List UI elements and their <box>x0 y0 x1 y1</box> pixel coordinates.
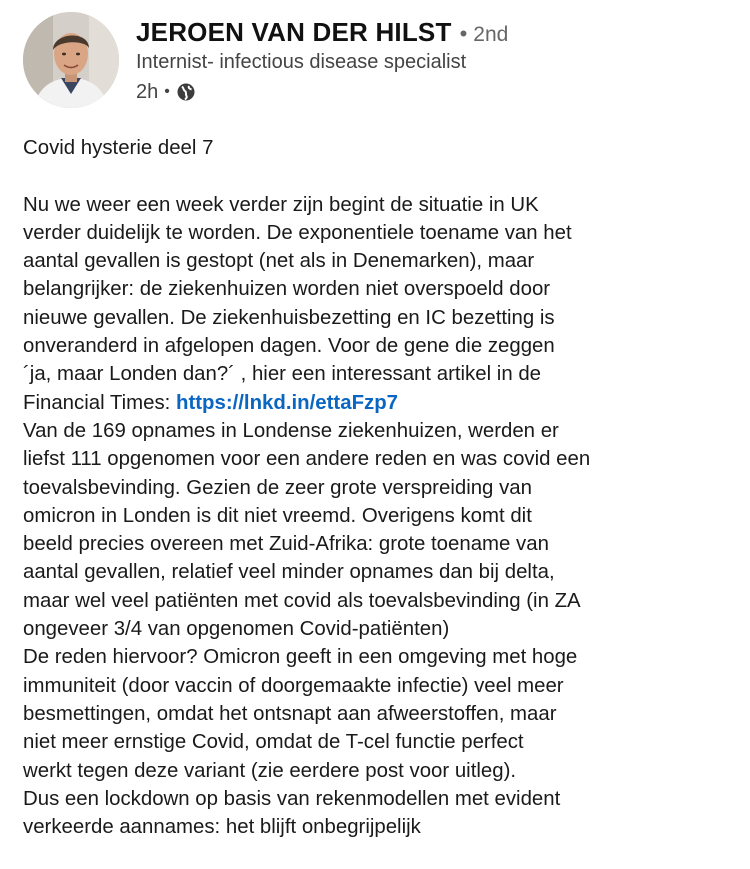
article-link[interactable]: https://lnkd.in/ettaFzp7 <box>175 391 399 414</box>
post-title: Covid hysterie deel 7 <box>23 137 214 159</box>
post-line: verkeerde aannames: het blijft onbegrijpelijk <box>23 816 421 839</box>
post-link-line <box>23 389 738 417</box>
post-line: Dus een lockdown op basis van rekenmodellen met evident <box>23 787 561 810</box>
post-line: ´ja, maar Londen dan?´ , hier een interessant artikel in de <box>23 363 541 386</box>
post-line: belangrijker: de ziekenhuizen worden niet overspoeld door <box>23 278 551 301</box>
author-name[interactable]: JEROEN VAN DER HILST <box>136 17 452 47</box>
post-line: werkt tegen deze variant (zie eerdere post voor uitleg). <box>23 759 517 782</box>
post-line: nieuwe gevallen. De ziekenhuisbezetting en IC bezetting is <box>23 306 555 329</box>
post-line: ongeveer 3/4 van opgenomen Covid-patiënten) <box>23 618 450 641</box>
post-line: aantal gevallen, relatief veel minder opnames dan bij delta, <box>23 561 555 584</box>
connection-degree: 2nd <box>473 23 509 46</box>
post-time: 2h <box>136 80 159 103</box>
profile-photo <box>23 12 119 108</box>
post-line: onveranderd in afgelopen dagen. Voor de gene die zeggen <box>23 335 555 358</box>
post-line: beeld precies overeen met Zuid-Afrika: grote toename van <box>23 533 549 556</box>
post-line: Nu we weer een week verder zijn begint de situatie in UK <box>23 193 539 216</box>
post-line: aantal gevallen is gestopt (net als in Denemarken), maar <box>23 250 535 273</box>
post-line: omicron in Londen is dit niet vreemd. Overigens komt dit <box>23 504 532 527</box>
post-line: toevalsbevinding. Gezien de zeer grote verspreiding van <box>23 476 532 499</box>
post-line: besmettingen, omdat het ontsnapt aan afweerstoffen, maar <box>23 702 557 725</box>
post-header <box>0 0 750 120</box>
separator-dot: • <box>459 21 468 46</box>
link-prefix: Financial Times: <box>23 391 176 414</box>
post-line: liefst 111 opgenomen voor een andere reden en was covid een <box>23 448 591 471</box>
post-meta <box>136 79 196 105</box>
avatar[interactable] <box>23 12 119 108</box>
post-line: niet meer ernstige Covid, omdat de T-cel functie perfect <box>23 731 524 754</box>
post-line: immuniteit (door vaccin of doorgemaakte infectie) veel meer <box>23 674 564 697</box>
blank-line <box>23 162 738 190</box>
post-line: De reden hiervoor? Omicron geeft in een omgeving met hoge <box>23 646 578 669</box>
separator-dot: • <box>164 83 170 100</box>
post-body <box>23 134 738 841</box>
post-line: Van de 169 opnames in Londense ziekenhuizen, werden er <box>23 419 559 442</box>
globe-icon <box>176 82 196 102</box>
post-line: verder duidelijk te worden. De exponentiele toename van het <box>23 221 572 244</box>
author-name-row <box>136 17 508 51</box>
post-line: maar wel veel patiënten met covid als toevalsbevinding (in ZA <box>23 589 581 612</box>
author-headline: Internist- infectious disease specialist <box>136 51 467 73</box>
